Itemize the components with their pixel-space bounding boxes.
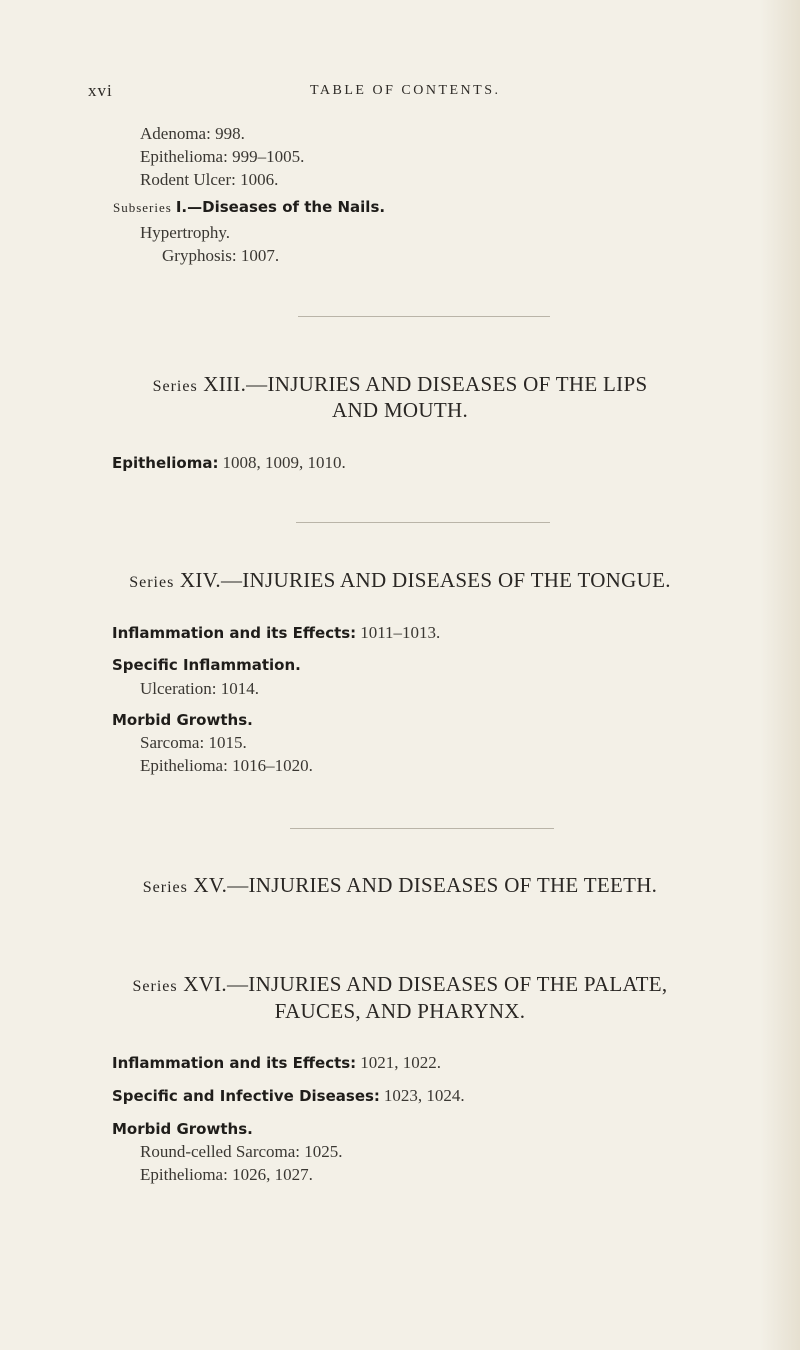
epithelioma-numbers: 1008, 1009, 1010. bbox=[222, 453, 346, 472]
inflammation-label: Inflammation and its Effects: bbox=[112, 624, 357, 642]
specific-diseases-label: Specific and Infective Diseases: bbox=[112, 1087, 380, 1105]
inflammation-numbers: 1021, 1022. bbox=[360, 1053, 441, 1072]
series-13-title-line1: XIII.—INJURIES AND DISEASES OF THE LIPS bbox=[203, 372, 648, 396]
subseries-label: Subseries bbox=[113, 200, 172, 215]
series-15-heading bbox=[0, 873, 800, 898]
series-16-label: Series bbox=[132, 978, 178, 995]
entry-rodent-ulcer: Rodent Ulcer: 1006. bbox=[140, 170, 279, 189]
subseries-heading bbox=[113, 198, 385, 217]
section-divider bbox=[296, 522, 550, 523]
series-14-heading bbox=[0, 568, 800, 593]
entry-hypertrophy: Hypertrophy. bbox=[140, 223, 231, 242]
series-13-title-line2: AND MOUTH. bbox=[332, 398, 468, 422]
series-16-inflammation bbox=[112, 1053, 441, 1073]
entry-gryphosis: Gryphosis: 1007. bbox=[162, 246, 280, 265]
series-15-label: Series bbox=[142, 879, 188, 896]
entry-round-celled-sarcoma: Round-celled Sarcoma: 1025. bbox=[140, 1142, 343, 1161]
series-14-inflammation bbox=[112, 623, 440, 643]
page-number: xvi bbox=[88, 81, 113, 100]
subseries-title: I.—Diseases of the Nails. bbox=[175, 198, 386, 216]
section-divider bbox=[298, 316, 550, 317]
entry-epithelioma: Epithelioma: 1026, 1027. bbox=[140, 1165, 313, 1184]
entry-epithelioma: Epithelioma: 999–1005. bbox=[140, 147, 305, 166]
entry-epithelioma: Epithelioma: 1016–1020. bbox=[140, 756, 313, 775]
running-title: TABLE OF CONTENTS. bbox=[310, 83, 501, 98]
morbid-growths-label: Morbid Growths. bbox=[112, 1120, 253, 1138]
inflammation-numbers: 1011–1013. bbox=[360, 623, 441, 642]
series-16-heading bbox=[0, 972, 800, 997]
entry-sarcoma: Sarcoma: 1015. bbox=[140, 733, 247, 752]
series-13-heading bbox=[0, 372, 800, 397]
series-14-label: Series bbox=[129, 574, 175, 591]
series-13-label: Series bbox=[152, 378, 198, 395]
entry-adenoma: Adenoma: 998. bbox=[140, 124, 245, 143]
morbid-growths-label: Morbid Growths. bbox=[112, 711, 253, 729]
specific-diseases-numbers: 1023, 1024. bbox=[383, 1086, 465, 1105]
page-edge-shadow bbox=[760, 0, 800, 1350]
inflammation-label: Inflammation and its Effects: bbox=[112, 1054, 357, 1072]
series-15-title: XV.—INJURIES AND DISEASES OF THE TEETH. bbox=[193, 873, 658, 897]
entry-ulceration: Ulceration: 1014. bbox=[140, 679, 259, 698]
section-divider bbox=[290, 828, 554, 829]
series-16-specific bbox=[112, 1086, 465, 1106]
series-16-title-line1: XVI.—INJURIES AND DISEASES OF THE PALATE, bbox=[183, 972, 668, 996]
series-13-epithelioma bbox=[112, 453, 346, 473]
series-16-title-line2: FAUCES, AND PHARYNX. bbox=[274, 999, 526, 1023]
series-14-title: XIV.—INJURIES AND DISEASES OF THE TONGUE. bbox=[179, 568, 671, 592]
epithelioma-label: Epithelioma: bbox=[112, 454, 219, 472]
specific-inflammation-label: Specific Inflammation. bbox=[112, 656, 301, 674]
